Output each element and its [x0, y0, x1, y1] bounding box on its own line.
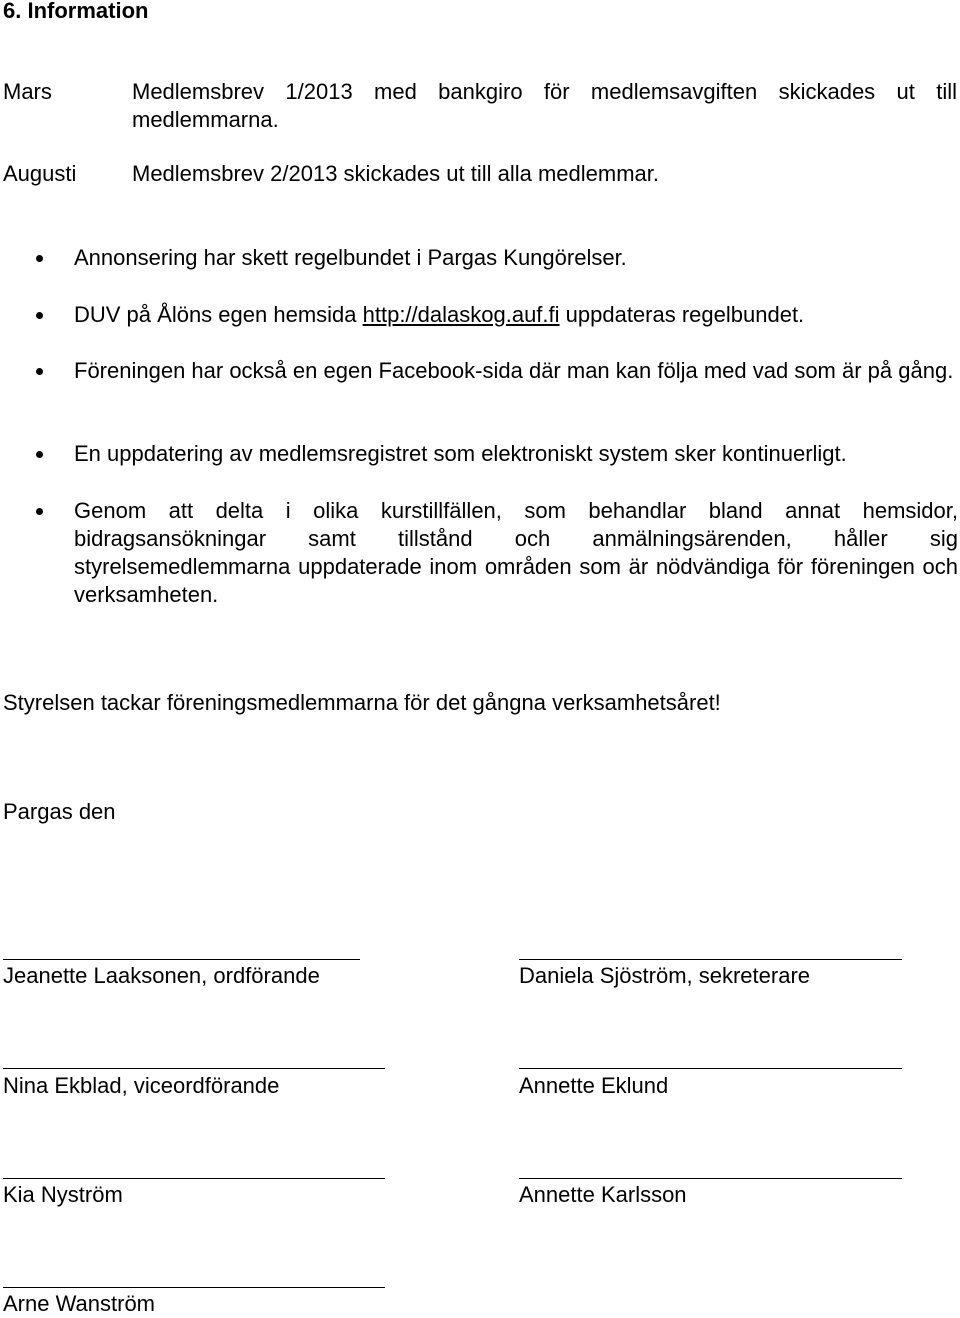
signature-line: [519, 1178, 902, 1179]
section-heading: 6. Information: [3, 0, 149, 23]
signature-name-nystrom: Kia Nyström: [3, 1182, 123, 1207]
website-link[interactable]: http://dalaskog.auf.fi: [362, 302, 560, 327]
signature-line: [3, 959, 360, 960]
bullet-dot-icon: [36, 451, 43, 458]
signature-line: [3, 1068, 385, 1069]
signature-name-wanstrom: Arne Wanström: [3, 1291, 156, 1316]
month-text-augusti: Medlemsbrev 2/2013 skickades ut till alla medlemmar.: [132, 161, 660, 186]
bullet-item-kurser: Genom att delta i olika kurstillfällen, som behandlar bland annat hemsidor, bidragsansökningar samt tillstånd och anmälningsärenden, håller sig styrelsemedlemmarna uppdaterade inom områden som är nödvändiga för föreningen och verksamheten.: [74, 498, 958, 607]
signature-line: [519, 959, 902, 960]
signature-line: [3, 1287, 385, 1288]
signature-line: [519, 1068, 902, 1069]
signature-name-sjostrom: Daniela Sjöström, sekreterare: [519, 963, 811, 988]
place-date-text: Pargas den: [3, 799, 116, 824]
bullet-item-annonsering: Annonsering har skett regelbundet i Pargas Kungörelser.: [74, 245, 627, 270]
signature-name-laaksonen: Jeanette Laaksonen, ordförande: [3, 963, 320, 988]
month-label-augusti: Augusti: [3, 161, 77, 186]
bullet-item-hemsida: [74, 301, 958, 329]
thanks-text: Styrelsen tackar föreningsmedlemmarna för det gångna verksamhetsåret!: [3, 690, 721, 715]
bullet-dot-icon: [36, 508, 43, 515]
hemsida-prefix: DUV på Ålöns egen hemsida: [74, 302, 363, 327]
signature-line: [3, 1178, 385, 1179]
signature-name-karlsson: Annette Karlsson: [519, 1182, 687, 1207]
month-label-mars: Mars: [3, 79, 52, 104]
bullet-dot-icon: [36, 368, 43, 375]
signature-name-eklund: Annette Eklund: [519, 1073, 669, 1098]
signature-name-ekblad: Nina Ekblad, viceordförande: [3, 1073, 280, 1098]
bullet-item-medlemsregister: En uppdatering av medlemsregistret som elektroniskt system sker kontinuerligt.: [74, 441, 847, 466]
bullet-dot-icon: [36, 255, 43, 262]
hemsida-suffix: uppdateras regelbundet.: [559, 302, 805, 327]
month-text-mars: Medlemsbrev 1/2013 med bankgiro för medlemsavgiften skickades ut till medlemmarna.: [132, 79, 957, 132]
bullet-dot-icon: [36, 312, 43, 319]
bullet-item-facebook: Föreningen har också en egen Facebook-sida där man kan följa med vad som är på gång.: [74, 358, 954, 383]
